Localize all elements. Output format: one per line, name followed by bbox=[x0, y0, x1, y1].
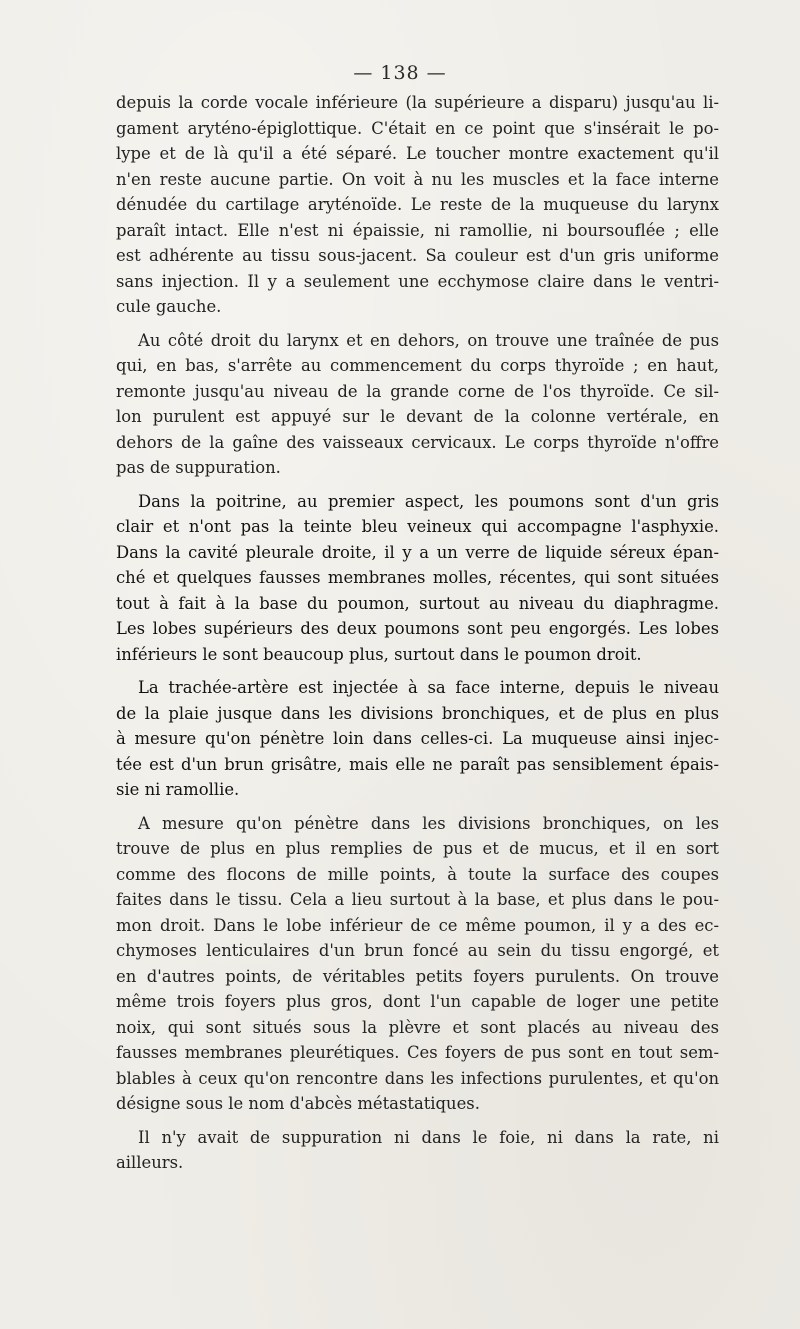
text-line: Au côté droit du larynx et en dehors, on trouve une traînée de pus bbox=[138, 330, 719, 350]
paragraph bbox=[116, 328, 719, 481]
text-line: mon droit. Dans le lobe inférieur de ce même poumon, il y a des ec- bbox=[116, 915, 719, 935]
text-line: lon purulent est appuyé sur le devant de la colonne vertérale, en bbox=[116, 407, 719, 426]
text-line: sie ni ramollie. bbox=[116, 780, 240, 799]
text-line: cule gauche. bbox=[116, 297, 222, 316]
page-number: — 138 — bbox=[353, 62, 447, 84]
text-line: lype et de là qu'il a été séparé. Le toucher montre exactement qu'il bbox=[116, 144, 719, 163]
text-line: qui, en bas, s'arrête au commencement du corps thyroïde ; en haut, bbox=[116, 356, 719, 375]
text-line: comme des flocons de mille points, à toute la surface des coupes bbox=[116, 864, 719, 884]
paragraph bbox=[116, 489, 719, 668]
paragraph bbox=[116, 90, 719, 320]
text-line: Les lobes supérieurs des deux poumons sont peu engorgés. Les lobes bbox=[116, 619, 719, 638]
text-line: paraît intact. Elle n'est ni épaissie, ni ramollie, ni boursouflée ; elle bbox=[116, 220, 719, 240]
paragraph bbox=[116, 1125, 719, 1176]
paragraph bbox=[116, 675, 719, 803]
text-line: depuis la corde vocale inférieure (la supérieure a disparu) jusqu'au li- bbox=[116, 93, 719, 112]
text-line: Dans la poitrine, au premier aspect, les poumons sont d'un gris bbox=[138, 491, 719, 511]
text-line: fausses membranes pleurétiques. Ces foyers de pus sont en tout sem- bbox=[116, 1043, 719, 1062]
text-line: chymoses lenticulaires d'un brun foncé au sein du tissu engorgé, et bbox=[116, 941, 719, 960]
text-line: en d'autres points, de véritables petits foyers purulents. On trouve bbox=[116, 966, 719, 986]
text-line: ché et quelques fausses membranes molles, récentes, qui sont situées bbox=[116, 568, 719, 587]
text-line: trouve de plus en plus remplies de pus et de mucus, et il en sort bbox=[116, 839, 719, 858]
text-line: dénudée du cartilage aryténoïde. Le reste de la muqueuse du larynx bbox=[116, 195, 719, 214]
text-line: Il n'y avait de suppuration ni dans le foie, ni dans la rate, ni bbox=[138, 1127, 719, 1147]
text-line: gament aryténo-épiglottique. C'était en ce point que s'insérait le po- bbox=[116, 118, 719, 138]
text-line: désigne sous le nom d'abcès métastatiques. bbox=[116, 1094, 480, 1113]
body-text bbox=[116, 90, 719, 1184]
text-line: de la plaie jusque dans les divisions bronchiques, et de plus en plus bbox=[116, 703, 719, 723]
text-line: inférieurs le sont beaucoup plus, surtout dans le poumon droit. bbox=[116, 644, 642, 664]
paragraph bbox=[116, 811, 719, 1117]
text-line: La trachée-artère est injectée à sa face interne, depuis le niveau bbox=[138, 678, 719, 697]
text-line: tée est d'un brun grisâtre, mais elle ne paraît pas sensiblement épais- bbox=[116, 754, 719, 774]
text-line: blables à ceux qu'on rencontre dans les infections purulentes, et qu'on bbox=[116, 1068, 719, 1088]
text-line: clair et n'ont pas la teinte bleu veineux qui accompagne l'asphyxie. bbox=[116, 517, 719, 536]
text-line: n'en reste aucune partie. On voit à nu les muscles et la face interne bbox=[116, 169, 719, 189]
text-line: à mesure qu'on pénètre loin dans celles-ci. La muqueuse ainsi injec- bbox=[116, 729, 719, 748]
text-line: remonte jusqu'au niveau de la grande corne de l'os thyroïde. Ce sil- bbox=[116, 381, 719, 401]
text-line: même trois foyers plus gros, dont l'un capable de loger une petite bbox=[116, 992, 719, 1011]
text-line: est adhérente au tissu sous-jacent. Sa couleur est d'un gris uniforme bbox=[116, 246, 719, 265]
text-line: ailleurs. bbox=[116, 1153, 184, 1172]
text-line: pas de suppuration. bbox=[116, 458, 281, 477]
text-line: dehors de la gaîne des vaisseaux cervicaux. Le corps thyroïde n'offre bbox=[116, 432, 719, 452]
text-line: tout à fait à la base du poumon, surtout au niveau du diaphragme. bbox=[116, 593, 719, 613]
text-line: A mesure qu'on pénètre dans les divisions bronchiques, on les bbox=[138, 813, 719, 833]
text-line: sans injection. Il y a seulement une ecchymose claire dans le ventri- bbox=[116, 271, 719, 291]
text-line: Dans la cavité pleurale droite, il y a un verre de liquide séreux épan- bbox=[116, 542, 719, 562]
text-line: faites dans le tissu. Cela a lieu surtout à la base, et plus dans le pou- bbox=[116, 890, 719, 909]
text-line: noix, qui sont situés sous la plèvre et sont placés au niveau des bbox=[116, 1017, 719, 1037]
